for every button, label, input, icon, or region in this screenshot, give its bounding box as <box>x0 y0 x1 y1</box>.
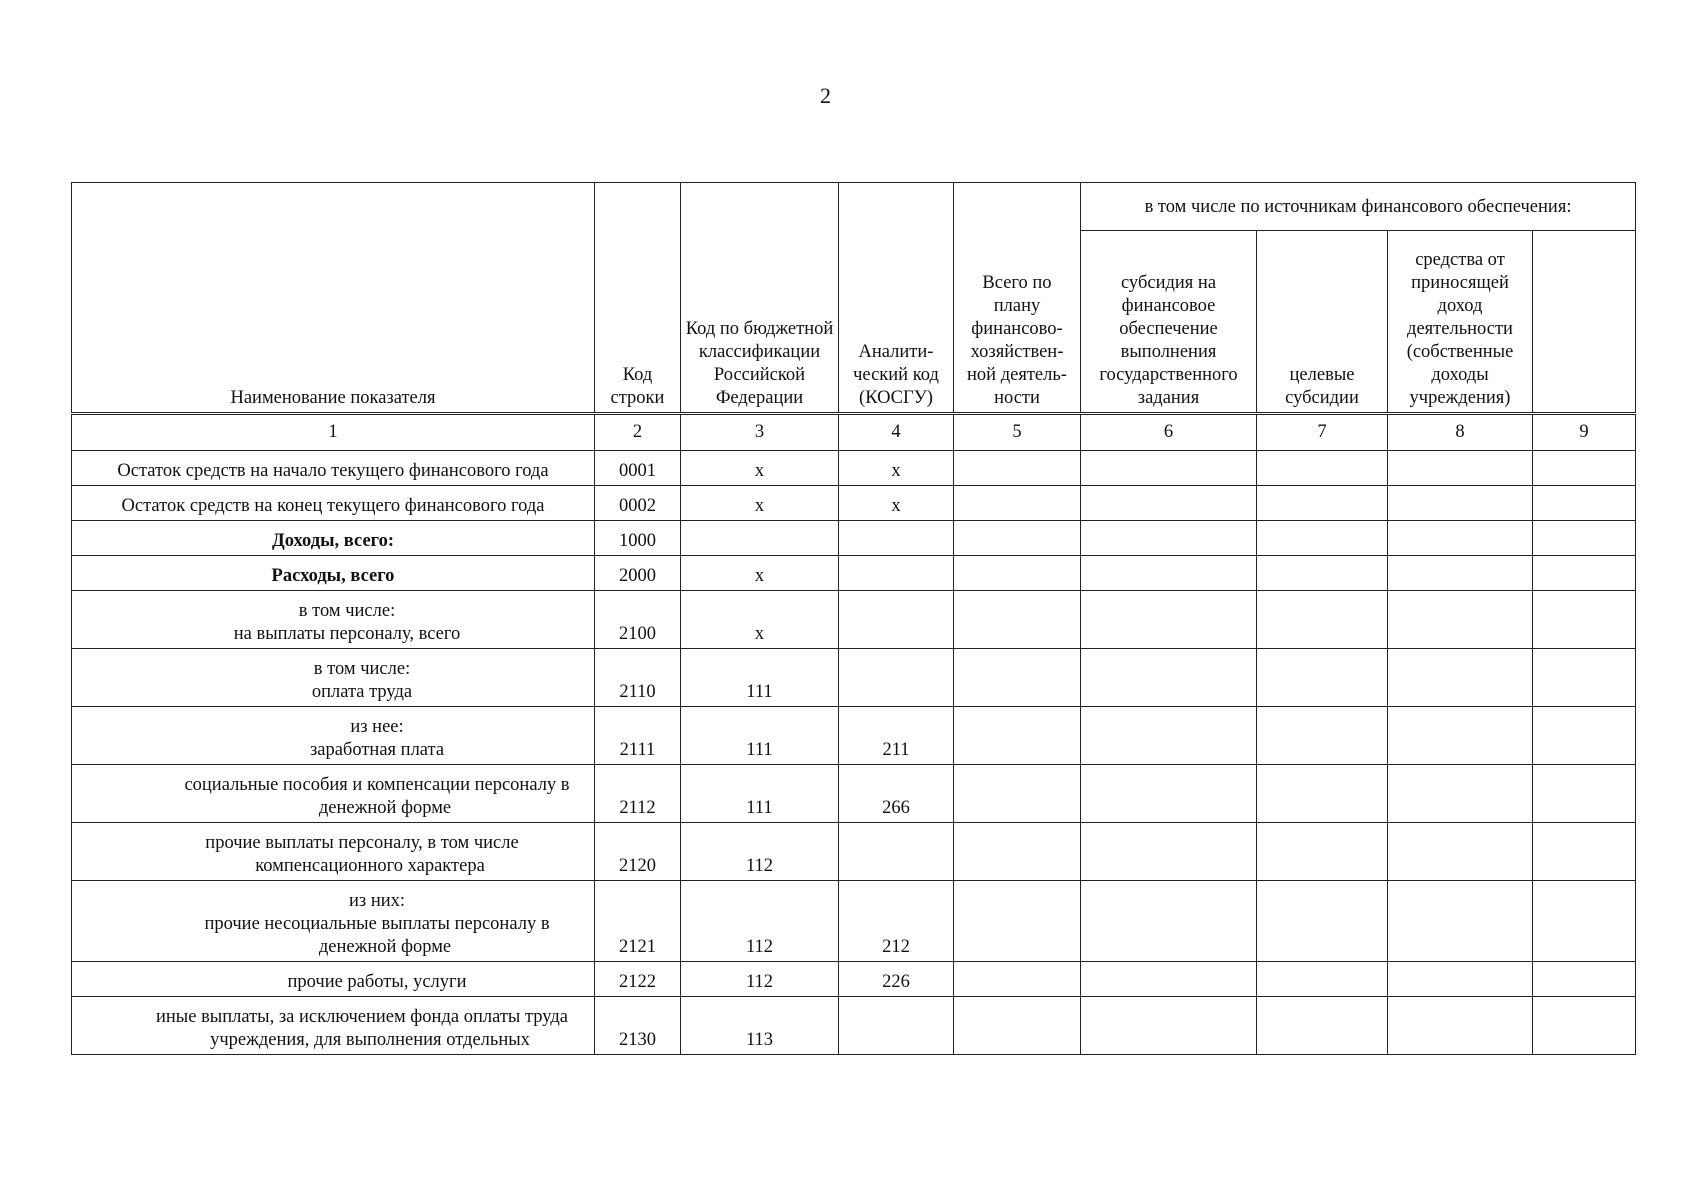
column-number: 5 <box>954 414 1081 451</box>
row-budget-code: 112 <box>681 881 839 962</box>
cell-empty <box>1533 765 1636 823</box>
header-total: Всего по плану финансово-хозяйствен-ной деятель-ности <box>954 183 1081 414</box>
financial-plan-table <box>71 182 1636 1055</box>
cell-empty <box>1257 591 1388 649</box>
row-code: 0002 <box>595 486 681 521</box>
row-name: в том числе: на выплаты персоналу, всего <box>72 591 595 649</box>
row-name: из нее: заработная плата <box>72 707 595 765</box>
row-budget-code: x <box>681 591 839 649</box>
row-budget-code: 111 <box>681 765 839 823</box>
header-name: Наименование показателя <box>72 183 595 414</box>
row-code: 1000 <box>595 521 681 556</box>
table-row <box>72 765 1636 823</box>
cell-empty <box>1081 823 1257 881</box>
cell-empty <box>1388 521 1533 556</box>
table-row <box>72 707 1636 765</box>
cell-empty <box>1533 591 1636 649</box>
cell-empty <box>1533 649 1636 707</box>
row-name: социальные пособия и компенсации персоналу в денежной форме <box>72 765 595 823</box>
row-name: в том числе: оплата труда <box>72 649 595 707</box>
cell-empty <box>1388 451 1533 486</box>
cell-empty <box>1081 591 1257 649</box>
row-name: Расходы, всего <box>72 556 595 591</box>
row-name: Остаток средств на конец текущего финансового года <box>72 486 595 521</box>
cell-empty <box>954 997 1081 1055</box>
column-number: 2 <box>595 414 681 451</box>
row-kosgu: x <box>839 451 954 486</box>
table-row <box>72 556 1636 591</box>
cell-empty <box>1388 707 1533 765</box>
row-kosgu: 212 <box>839 881 954 962</box>
row-kosgu: 266 <box>839 765 954 823</box>
row-budget-code: 113 <box>681 997 839 1055</box>
cell-empty <box>1533 556 1636 591</box>
cell-empty <box>954 521 1081 556</box>
cell-empty <box>1257 707 1388 765</box>
row-code: 2000 <box>595 556 681 591</box>
header-subsidy-task: субсидия на финансовое обеспечение выполнения государственного задания <box>1081 231 1257 414</box>
row-name: прочие работы, услуги <box>72 962 595 997</box>
cell-empty <box>1257 521 1388 556</box>
row-kosgu <box>839 823 954 881</box>
column-number: 1 <box>72 414 595 451</box>
row-code: 2122 <box>595 962 681 997</box>
column-number: 4 <box>839 414 954 451</box>
cell-empty <box>1081 765 1257 823</box>
cell-empty <box>1388 556 1533 591</box>
cell-empty <box>1533 707 1636 765</box>
row-code: 2111 <box>595 707 681 765</box>
table-row <box>72 521 1636 556</box>
row-budget-code: 111 <box>681 707 839 765</box>
cell-empty <box>954 591 1081 649</box>
cell-empty <box>954 649 1081 707</box>
cell-empty <box>954 707 1081 765</box>
row-code: 0001 <box>595 451 681 486</box>
cell-empty <box>954 823 1081 881</box>
row-name: Доходы, всего: <box>72 521 595 556</box>
table-row <box>72 881 1636 962</box>
row-name: Остаток средств на начало текущего финансового года <box>72 451 595 486</box>
header-row-code: Код строки <box>595 183 681 414</box>
row-budget-code <box>681 521 839 556</box>
cell-empty <box>1388 649 1533 707</box>
cell-empty <box>1257 881 1388 962</box>
cell-empty <box>1257 451 1388 486</box>
cell-empty <box>1081 649 1257 707</box>
table-row <box>72 997 1636 1055</box>
row-code: 2112 <box>595 765 681 823</box>
column-number: 6 <box>1081 414 1257 451</box>
cell-empty <box>954 962 1081 997</box>
cell-empty <box>1257 962 1388 997</box>
cell-empty <box>1388 823 1533 881</box>
cell-empty <box>1257 556 1388 591</box>
cell-empty <box>1388 962 1533 997</box>
cell-empty <box>1533 881 1636 962</box>
cell-empty <box>1257 765 1388 823</box>
row-budget-code: 112 <box>681 962 839 997</box>
cell-empty <box>1081 962 1257 997</box>
cell-empty <box>1081 521 1257 556</box>
row-kosgu <box>839 649 954 707</box>
table-row <box>72 591 1636 649</box>
cell-empty <box>1388 997 1533 1055</box>
row-budget-code: 112 <box>681 823 839 881</box>
cell-empty <box>1081 486 1257 521</box>
cell-empty <box>1388 486 1533 521</box>
header-target-subsidy: целевые субсидии <box>1257 231 1388 414</box>
column-number: 7 <box>1257 414 1388 451</box>
cell-empty <box>1081 707 1257 765</box>
row-budget-code: x <box>681 556 839 591</box>
cell-empty <box>1533 823 1636 881</box>
cell-empty <box>1081 451 1257 486</box>
row-kosgu <box>839 521 954 556</box>
row-kosgu: 226 <box>839 962 954 997</box>
cell-empty <box>954 486 1081 521</box>
cell-empty <box>1081 556 1257 591</box>
column-number: 8 <box>1388 414 1533 451</box>
cell-empty <box>1533 997 1636 1055</box>
cell-empty <box>954 451 1081 486</box>
cell-empty <box>1257 649 1388 707</box>
header-own-income: средства от приносящей доход деятельности (собственные доходы учреждения) <box>1388 231 1533 414</box>
cell-empty <box>1081 881 1257 962</box>
cell-empty <box>1533 521 1636 556</box>
table-row <box>72 649 1636 707</box>
cell-empty <box>1257 486 1388 521</box>
table-row <box>72 823 1636 881</box>
row-name: иные выплаты, за исключением фонда оплаты труда учреждения, для выполнения отдельных <box>72 997 595 1055</box>
column-number: 9 <box>1533 414 1636 451</box>
table-row <box>72 451 1636 486</box>
header-extra <box>1533 231 1636 414</box>
table-row <box>72 962 1636 997</box>
cell-empty <box>954 881 1081 962</box>
cell-empty <box>1388 591 1533 649</box>
row-code: 2121 <box>595 881 681 962</box>
row-kosgu <box>839 556 954 591</box>
row-budget-code: x <box>681 486 839 521</box>
column-number: 3 <box>681 414 839 451</box>
row-kosgu: x <box>839 486 954 521</box>
cell-empty <box>1388 881 1533 962</box>
cell-empty <box>1533 451 1636 486</box>
row-code: 2130 <box>595 997 681 1055</box>
cell-empty <box>1257 823 1388 881</box>
row-kosgu <box>839 997 954 1055</box>
row-budget-code: 111 <box>681 649 839 707</box>
row-kosgu <box>839 591 954 649</box>
header-analytic-code: Аналити-ческий код (КОСГУ) <box>839 183 954 414</box>
row-kosgu: 211 <box>839 707 954 765</box>
row-budget-code: x <box>681 451 839 486</box>
cell-empty <box>1533 962 1636 997</box>
header-budget-code: Код по бюджетной классификации Российской Федерации <box>681 183 839 414</box>
cell-empty <box>1257 997 1388 1055</box>
cell-empty <box>954 556 1081 591</box>
row-name: прочие выплаты персоналу, в том числе компенсационного характера <box>72 823 595 881</box>
table-row <box>72 486 1636 521</box>
cell-empty <box>1081 997 1257 1055</box>
row-code: 2100 <box>595 591 681 649</box>
column-number-row <box>72 414 1636 451</box>
row-code: 2110 <box>595 649 681 707</box>
cell-empty <box>954 765 1081 823</box>
cell-empty <box>1533 486 1636 521</box>
row-name: из них: прочие несоциальные выплаты персоналу в денежной форме <box>72 881 595 962</box>
page-number: 2 <box>820 83 831 108</box>
row-code: 2120 <box>595 823 681 881</box>
cell-empty <box>1388 765 1533 823</box>
header-sources: в том числе по источникам финансового обеспечения: <box>1081 183 1636 231</box>
